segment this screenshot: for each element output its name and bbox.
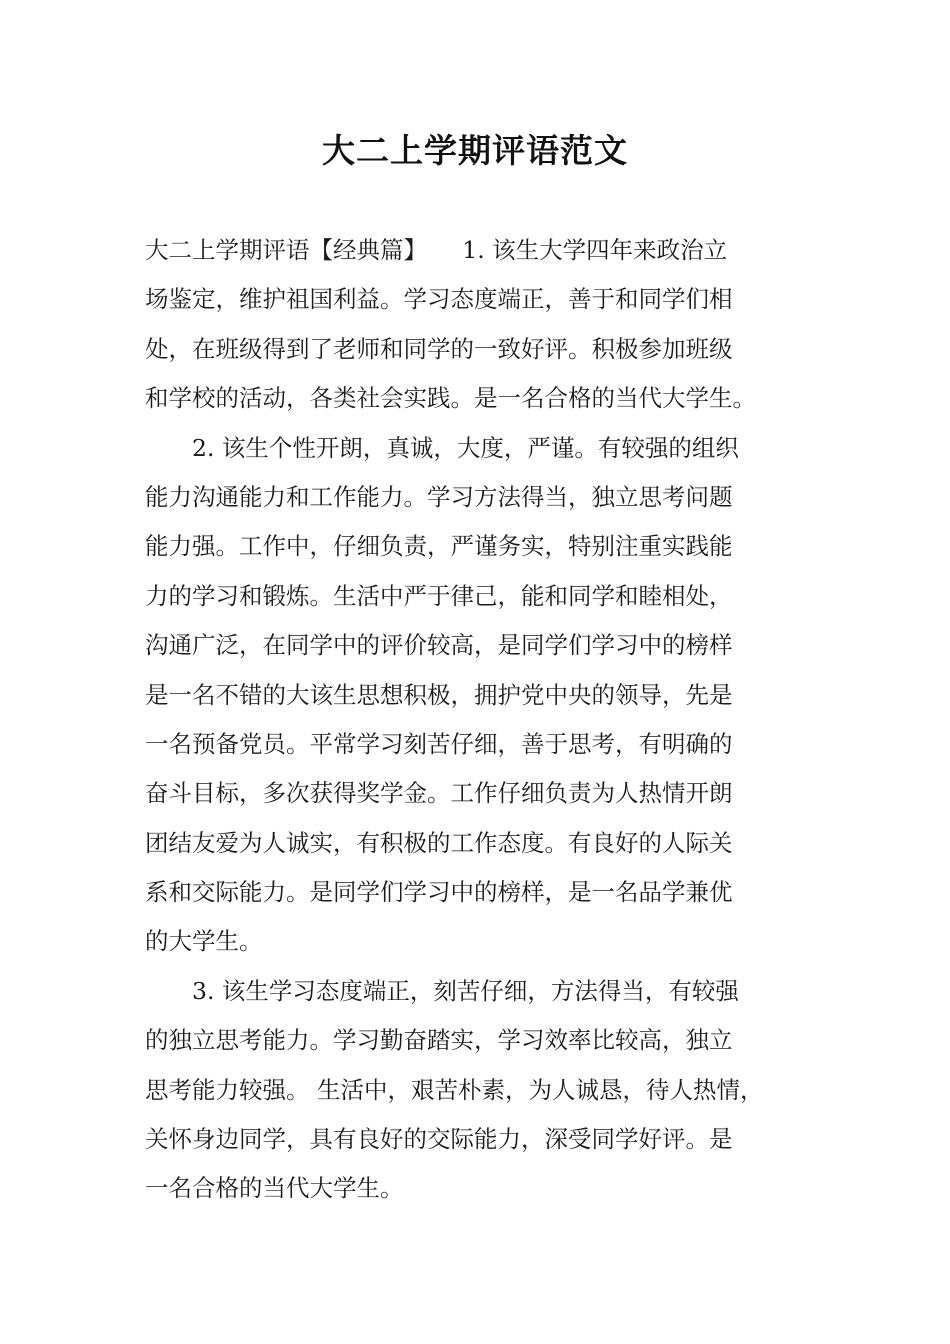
body-line: 一名合格的当代大学生。 bbox=[145, 1174, 404, 1203]
body-line: 是一名不错的大该生思想积极，拥护党中央的领导，先是 bbox=[145, 680, 733, 709]
body-line: 和学校的活动，各类社会实践。是一名合格的当代大学生。 bbox=[145, 384, 756, 413]
body-line: 场鉴定，维护祖国利益。学习态度端正，善于和同学们相 bbox=[145, 285, 733, 314]
body-line: 思考能力较强。 生活中，艰苦朴素，为人诚恳，待人热情， bbox=[145, 1075, 764, 1104]
body-line: 团结友爱为人诚实，有积极的工作态度。有良好的人际关 bbox=[145, 828, 733, 857]
body-line: 处，在班级得到了老师和同学的一致好评。积极参加班级 bbox=[145, 334, 733, 363]
body-line: 的独立思考能力。学习勤奋踏实，学习效率比较高，独立 bbox=[145, 1026, 733, 1055]
body-line: 一名预备党员。平常学习刻苦仔细，善于思考，有明确的 bbox=[145, 729, 733, 758]
body-line: 2. 该生个性开朗，真诚，大度，严谨。有较强的组织 bbox=[145, 433, 739, 462]
body-line: 奋斗目标，多次获得奖学金。工作仔细负责为人热情开朗 bbox=[145, 779, 733, 808]
body-line: 系和交际能力。是同学们学习中的榜样，是一名品学兼优 bbox=[145, 878, 733, 907]
body-line: 沟通广泛，在同学中的评价较高，是同学们学习中的榜样 bbox=[145, 631, 733, 660]
document-title: 大二上学期评语范文 bbox=[322, 131, 628, 170]
document-body bbox=[145, 226, 835, 1214]
body-line: 力的学习和锻炼。生活中严于律己，能和同学和睦相处， bbox=[145, 581, 733, 610]
body-line: 的大学生。 bbox=[145, 927, 263, 956]
body-line: 关怀身边同学，具有良好的交际能力，深受同学好评。是 bbox=[145, 1125, 733, 1154]
body-line: 3. 该生学习态度端正，刻苦仔细，方法得当，有较强 bbox=[145, 976, 739, 1005]
body-line: 大二上学期评语【经典篇】 1. 该生大学四年来政治立 bbox=[145, 236, 728, 264]
body-line: 能力沟通能力和工作能力。学习方法得当，独立思考问题 bbox=[145, 482, 733, 511]
body-line: 能力强。工作中，仔细负责，严谨务实，特别注重实践能 bbox=[145, 532, 733, 561]
